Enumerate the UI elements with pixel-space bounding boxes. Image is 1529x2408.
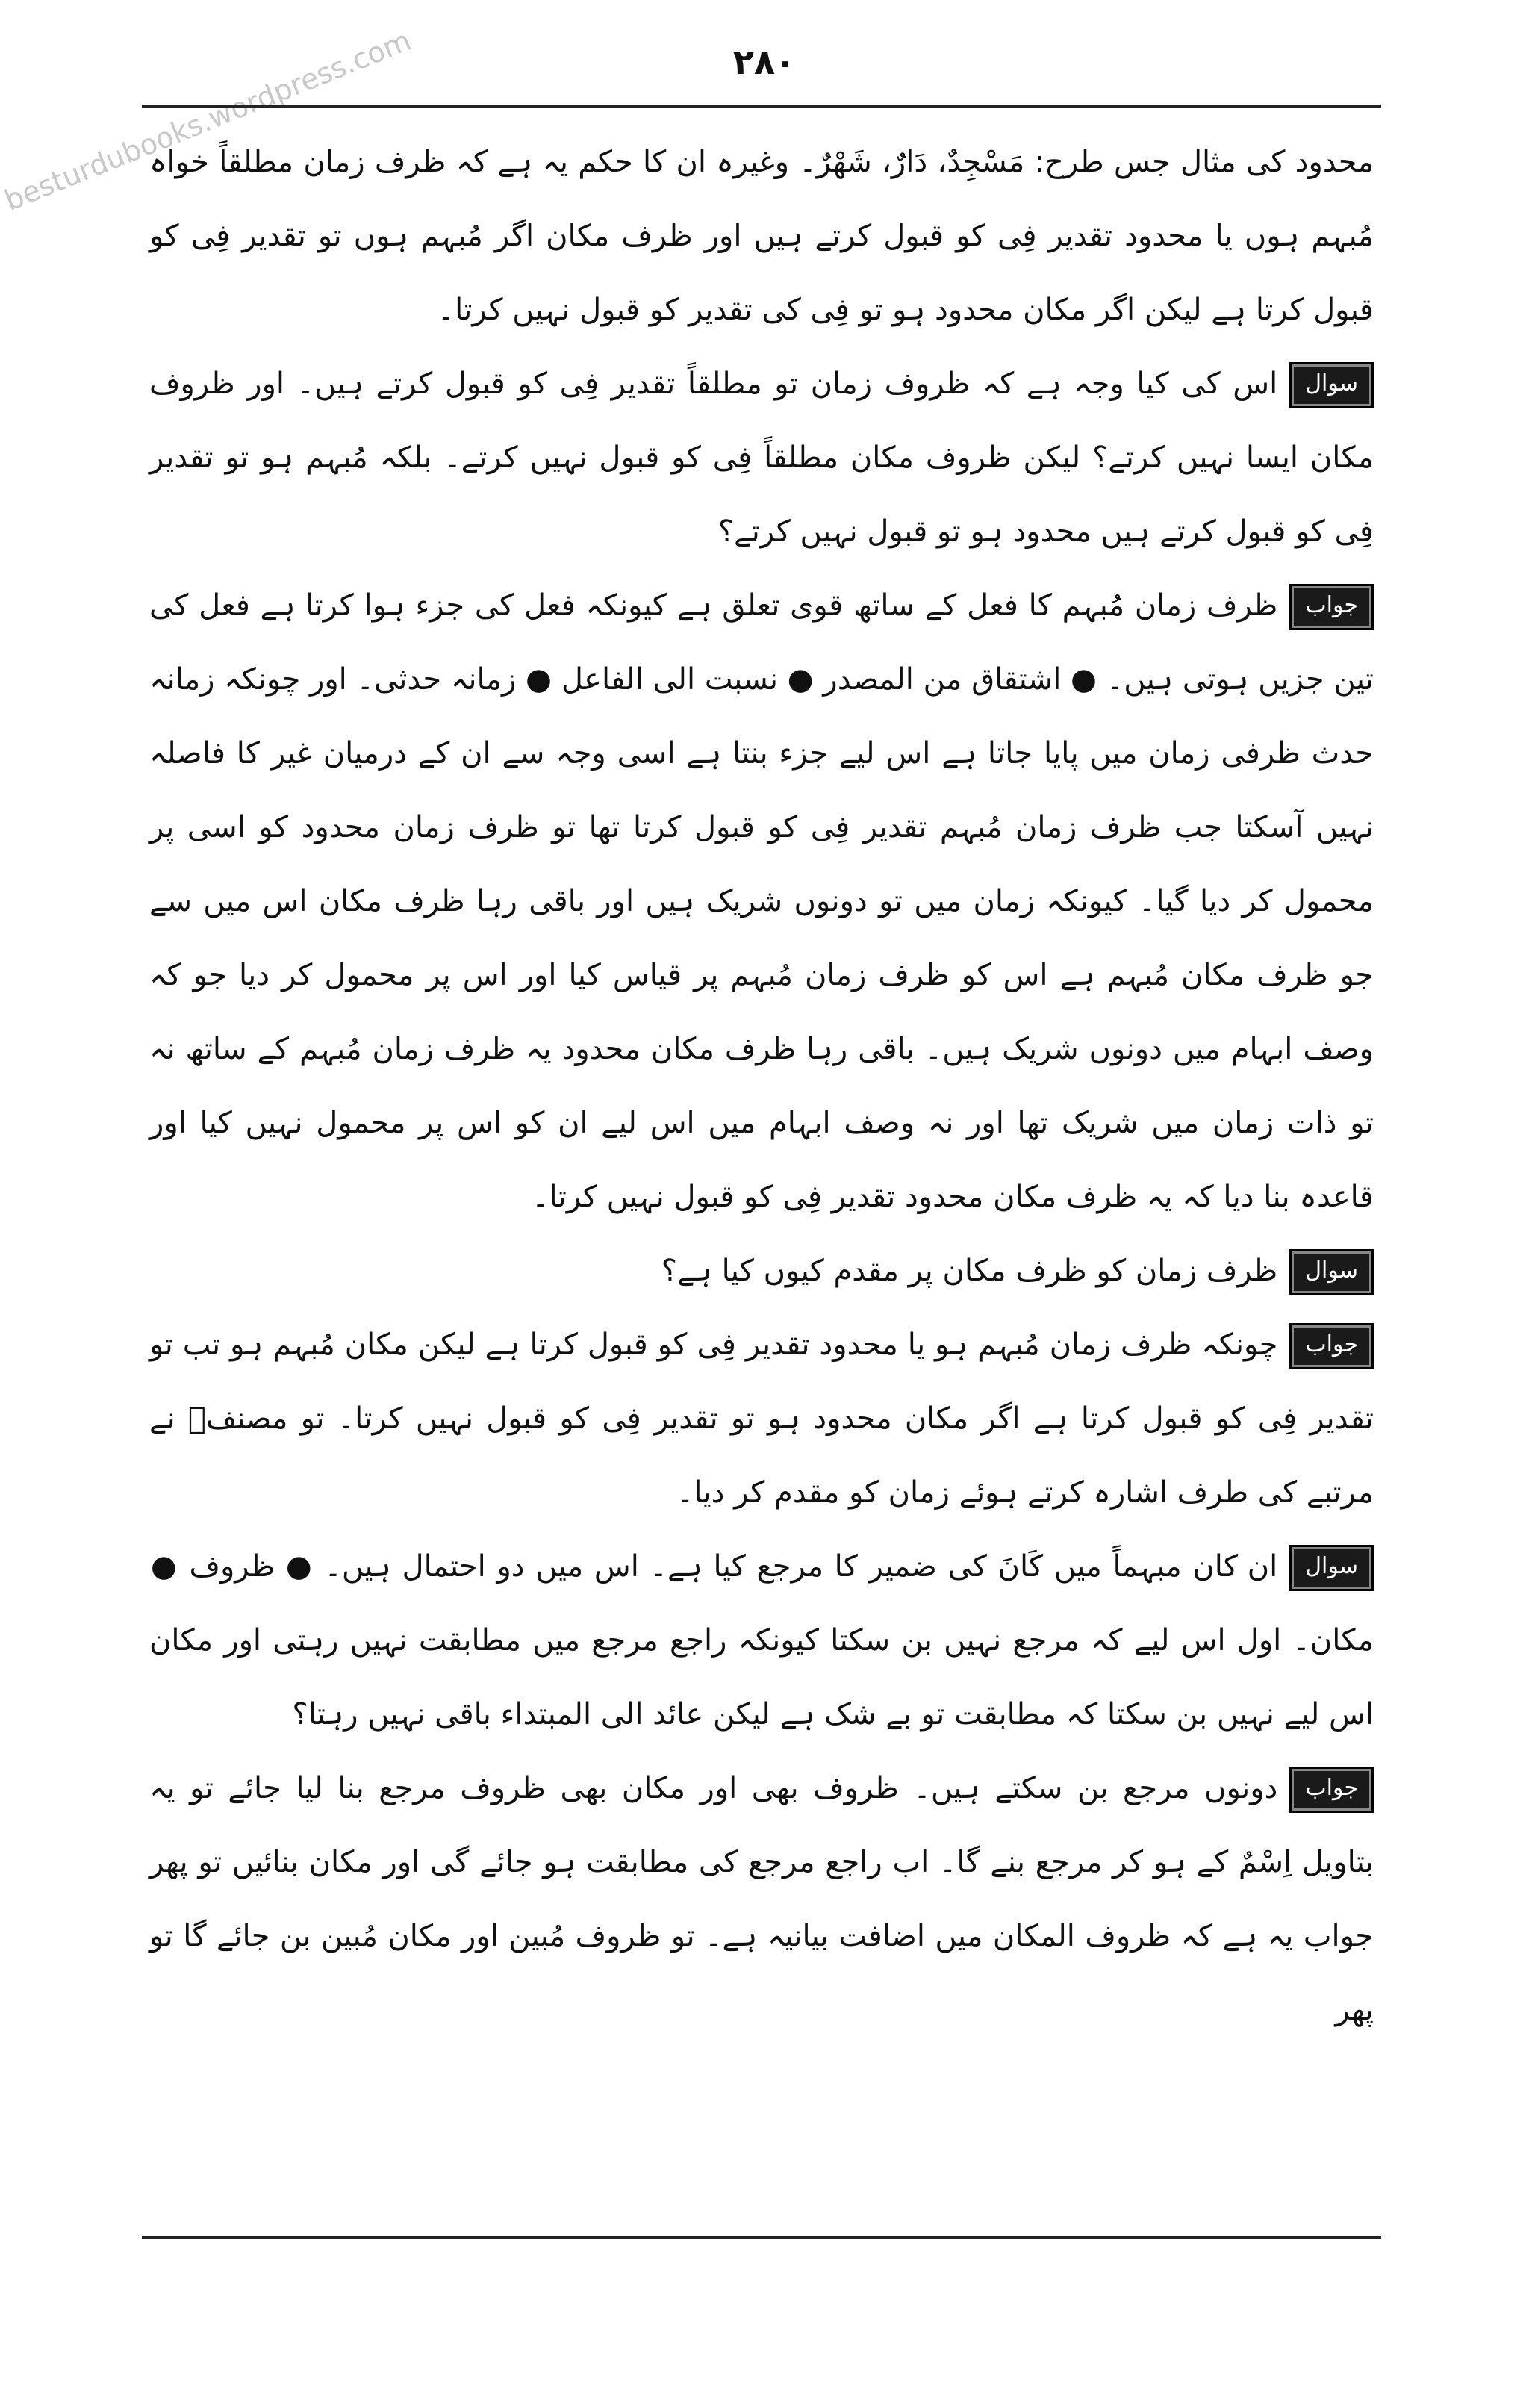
question-paragraph [149, 1234, 1374, 1308]
answer-label: جواب [1289, 584, 1374, 630]
question-label: سوال [1289, 362, 1374, 408]
question-text: ظرف زمان کو ظرف مکان پر مقدم کیوں کیا ہے؟ [661, 1254, 1278, 1288]
page-number: ۲۸۰ [732, 42, 797, 82]
question-paragraph [149, 347, 1374, 569]
answer-label: جواب [1289, 1323, 1374, 1369]
question-paragraph [149, 1530, 1374, 1752]
paragraph-text: محدود کی مثال جس طرح: مَسْجِدٌ، دَارٌ، شَهْرٌ۔ وغیرہ ان کا حکم یہ ہے کہ ظرف زمان مطلقاً خواہ مُبہم ہوں یا محدود تقدیر فِی کو قبول کرتے ہیں اور ظرف مکان اگر مُبہم ہوں تو تقدیر فِی کو قبول کرتا ہے لیکن اگر مکان محدود ہو تو فِی کی تقدیر کو قبول نہیں کرتا۔ [149, 145, 1374, 327]
answer-text: چونکہ ظرف زمان مُبہم ہو یا محدود تقدیر فِی کو قبول کرتا ہے لیکن مکان مُبہم ہو تب تو تقدیر فِی کو قبول کرتا ہے اگر مکان محدود ہو تو تقدیر فِی کو قبول نہیں کرتا۔ تو مصنفؒ نے مرتبے کی طرف اشارہ کرتے ہوئے زمان کو مقدم کر دیا۔ [149, 1328, 1374, 1510]
paragraph [149, 125, 1374, 347]
question-text: ان کان مبہماً میں کَانَ کی ضمیر کا مرجع کیا ہے۔ اس میں دو احتمال ہیں۔ ● ظروف ● مکان۔ اول اس لیے کہ مرجع نہیں بن سکتا کیونکہ راجع مرجع میں مطابقت نہیں رہتی اور مکان اس لیے نہیں بن سکتا کہ مطابقت تو بے شک ہے لیکن عائد الی المبتداء باقی نہیں رہتا؟ [149, 1549, 1374, 1732]
answer-paragraph [149, 569, 1374, 1234]
question-label: سوال [1289, 1545, 1374, 1591]
page-content [149, 125, 1374, 2047]
answer-text: دونوں مرجع بن سکتے ہیں۔ ظروف بھی اور مکان بھی ظروف مرجع بنا لیا جائے تو یہ بتاویل اِسْمٌ کے ہو کر مرجع بنے گا۔ اب راجع مرجع کی مطابقت ہو جائے گی اور مکان بنائیں تو پھر جواب یہ ہے کہ ظروف المکان میں اضافت بیانیہ ہے۔ تو ظروف مُبین اور مکان مُبین بن جائے گا تو پھر [149, 1771, 1374, 2027]
bottom-rule [142, 2236, 1381, 2239]
question-text: اس کی کیا وجہ ہے کہ ظروف زمان تو مطلقاً تقدیر فِی کو قبول کرتے ہیں۔ اور ظروف مکان ایسا نہیں کرتے؟ لیکن ظروف مکان مطلقاً فِی کو قبول نہیں کرتے۔ بلکہ مُبہم ہو تو تقدیر فِی کو قبول کرتے ہیں محدود ہو تو قبول نہیں کرتے؟ [149, 367, 1374, 549]
answer-label: جواب [1289, 1767, 1374, 1813]
answer-paragraph [149, 1752, 1374, 2047]
watermark: besturdubooks.wordpress.com [0, 23, 416, 217]
answer-paragraph [149, 1308, 1374, 1530]
question-label: سوال [1289, 1249, 1374, 1295]
top-rule [142, 105, 1381, 108]
answer-text: ظرف زمان مُبہم کا فعل کے ساتھ قوی تعلق ہے کیونکہ فعل کی جزء ہوا کرتا ہے فعل کی تین جزیں ہوتی ہیں۔ ● اشتقاق من المصدر ● نسبت الی الفاعل ● زمانہ حدثی۔ اور چونکہ زمانہ حدث ظرفی زمان میں پایا جاتا ہے اس لیے جزء بنتا ہے اسی وجہ سے ان کے درمیان غیر کا فاصلہ نہیں آسکتا جب ظرف زمان مُبہم تقدیر فِی کو قبول کرتا تھا تو ظرف زمان محدود کو اسی پر محمول کر دیا گیا۔ کیونکہ زمان میں تو دونوں شریک ہیں اور باقی رہا ظرف مکان اس میں سے جو ظرف مکان مُبہم ہے اس کو ظرف زمان مُبہم پر قیاس کیا اور اس پر محمول کر دیا جو کہ وصف ابہام میں دونوں شریک ہیں۔ باقی رہا ظرف مکان محدود یہ ظرف زمان مُبہم کے ساتھ نہ تو ذات زمان میں شریک تھا اور نہ وصف ابہام میں اس لیے ان کو اس پر محمول نہیں کیا اور قاعدہ بنا دیا کہ یہ ظرف مکان محدود تقدیر فِی کو قبول نہیں کرتا۔ [149, 588, 1374, 1214]
